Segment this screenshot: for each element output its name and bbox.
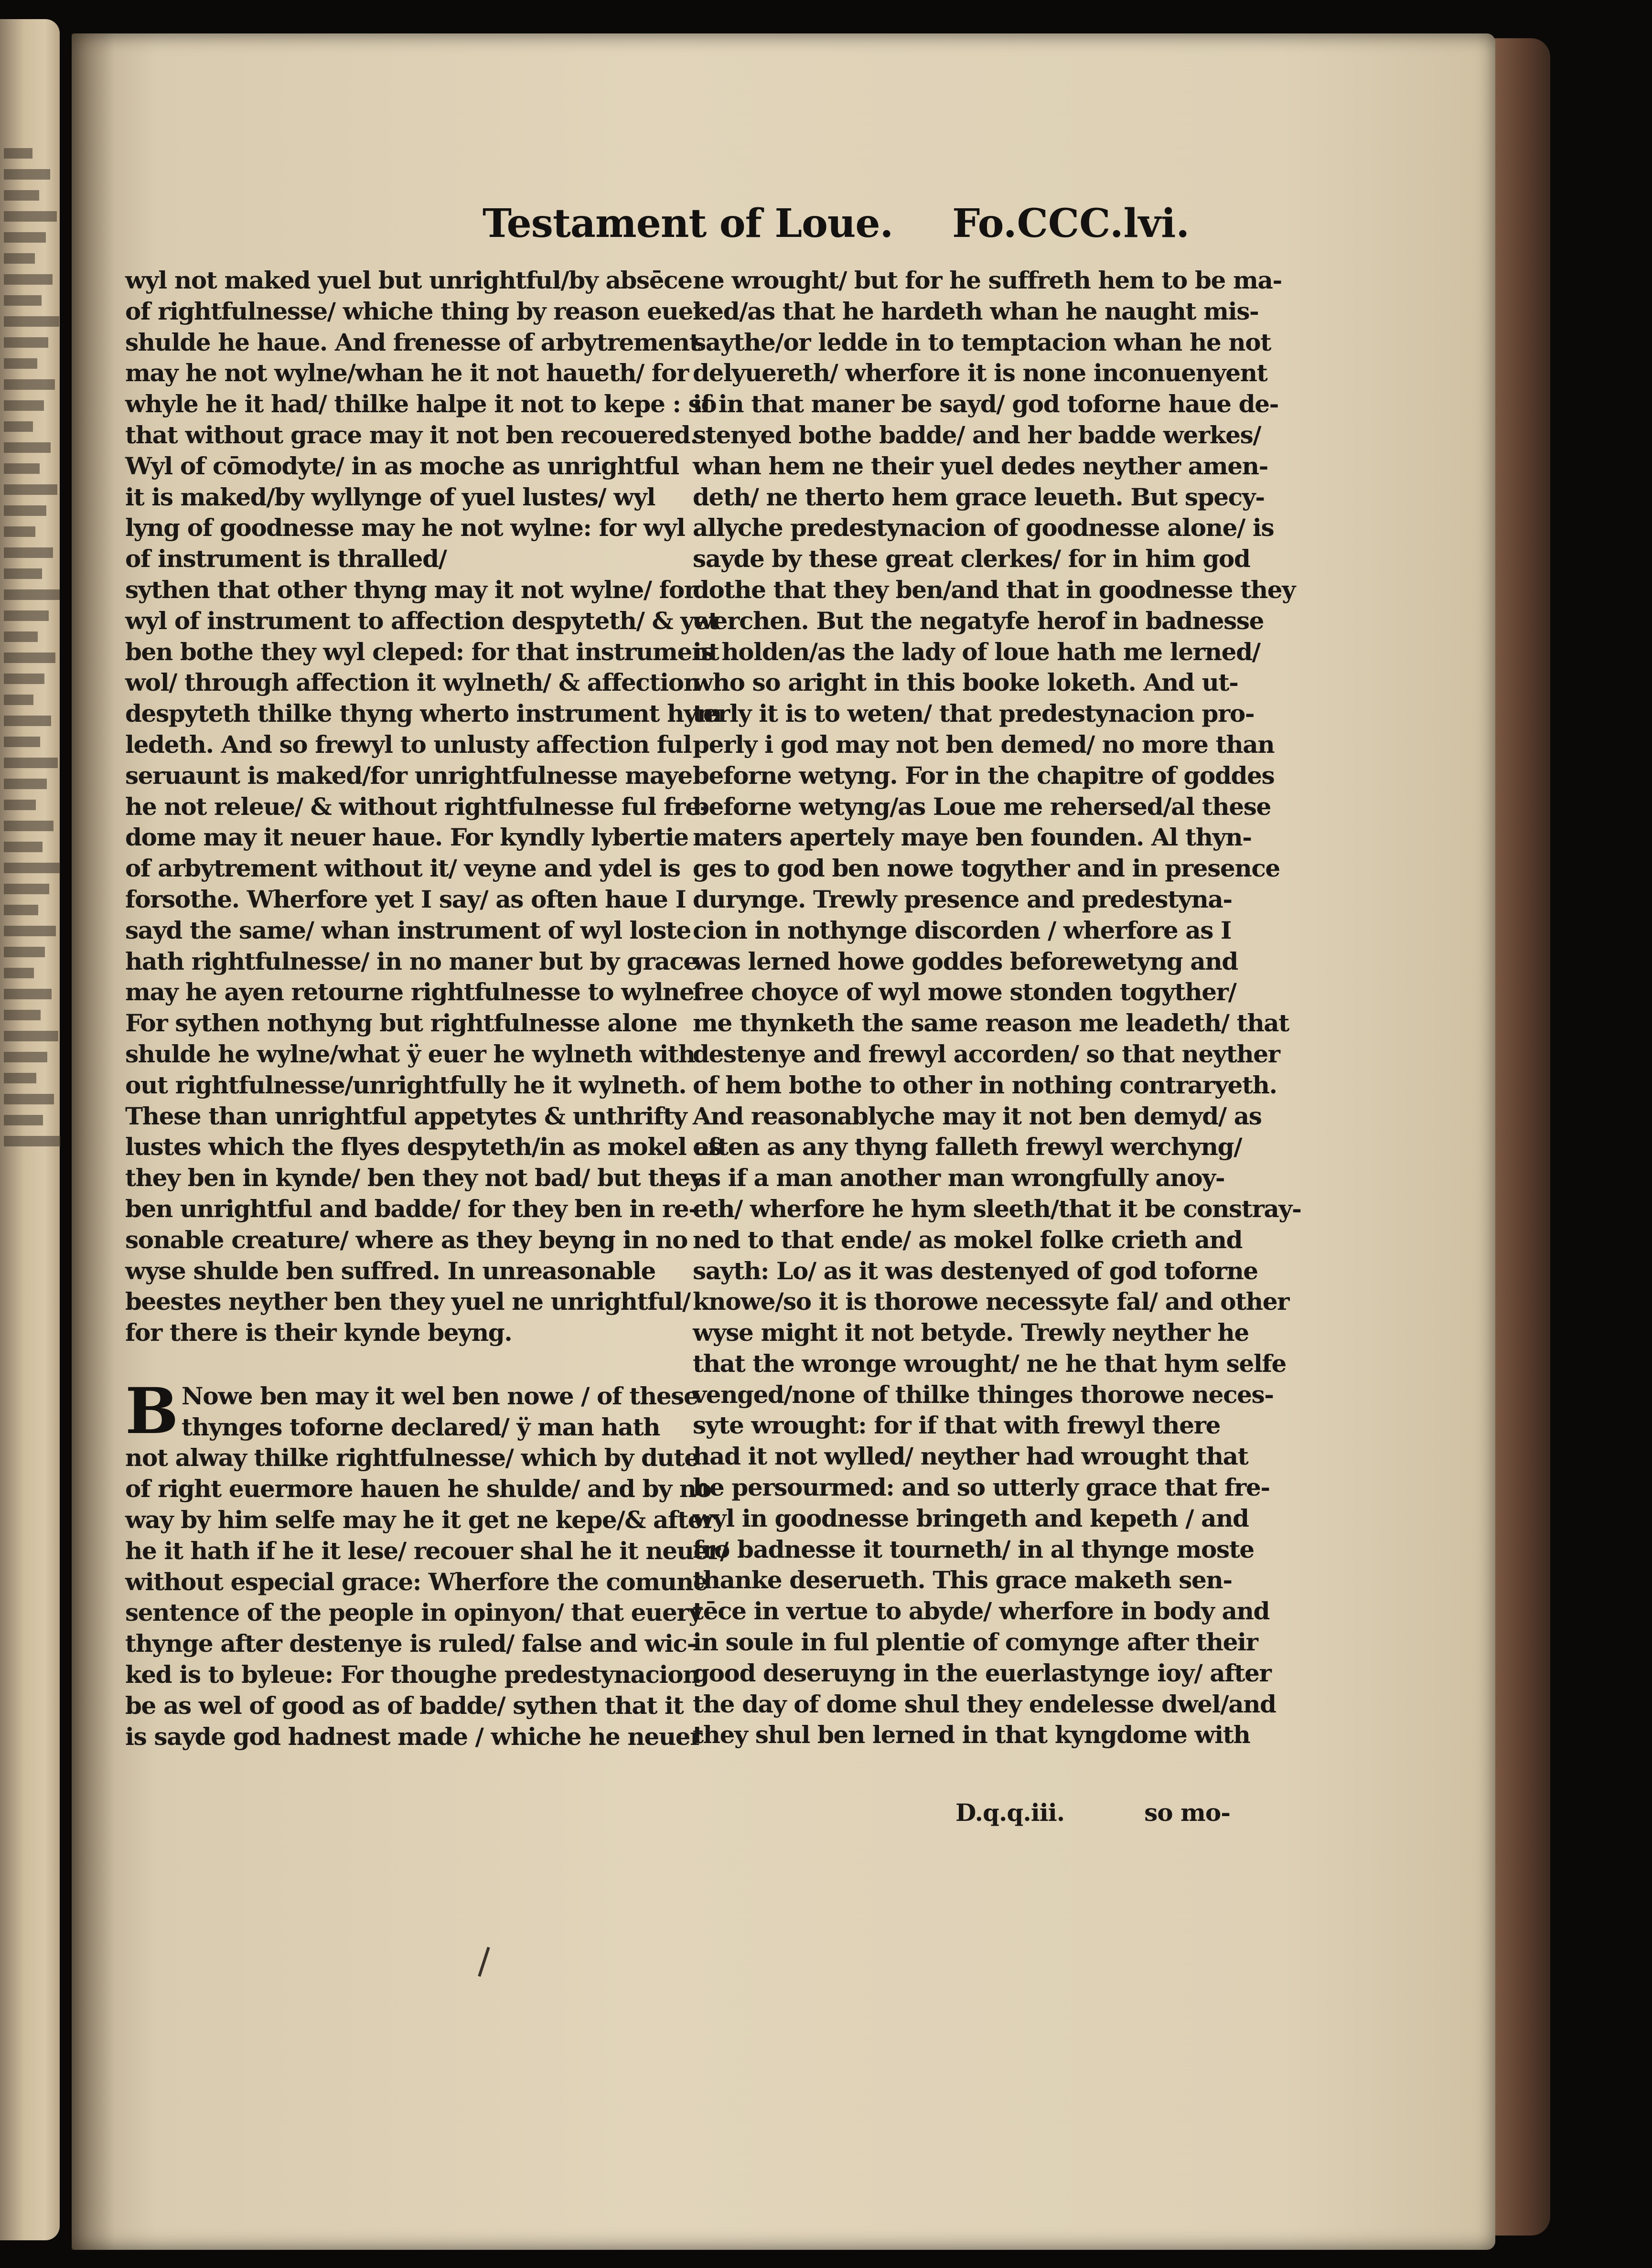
text-line: werchen. But the negatyfe herof in badnesse [693,606,1264,635]
text-line: that without grace may it not ben recouered. [125,420,698,449]
text-line: for there is their kynde beyng. [125,1318,512,1347]
text-line: as if a man another man wrongfully anoy- [693,1164,1225,1192]
text-line: stenyed bothe badde/ and her badde werkes/ [693,420,1261,449]
text-line: of rightfulnesse/ whiche thing by reason euer [125,297,705,325]
page-header [483,201,1190,267]
text-line: wyl of instrument to affection despyteth/ & yet [125,606,719,635]
text-line: destenye and frewyl accorden/ so that neyther [693,1039,1280,1068]
text-line: ne wrought/ but for he suffreth hem to be ma- [693,266,1282,294]
facing-text-line [4,653,55,663]
text-line: he not releue/ & without rightfulnesse ful fre- [125,792,709,821]
facing-text-line [4,505,46,516]
text-line: ned to that ende/ as mokel folke crieth and [693,1225,1243,1254]
text-line: forsothe. Wherfore yet I say/ as often haue I [125,885,686,913]
facing-text-line [4,211,57,222]
text-line: ked/as that he hardeth whan he naught mis- [693,297,1259,325]
text-line: lustes which the flyes despyteth/in as mokel as [125,1133,722,1161]
facing-text-line [4,1094,54,1104]
text-line: tēce in vertue to abyde/ wherfore in body and [693,1597,1270,1626]
facing-text-line [4,169,50,180]
text-line: ked is to byleue: For thoughe predestynacion [125,1660,700,1689]
text-line: wyl in goodnesse bringeth and kepeth / and [693,1504,1249,1532]
text-line: Nowe ben may it wel ben nowe / of these [182,1381,698,1410]
text-line: beforne wetyng/as Loue me rehersed/al these [693,792,1271,821]
facing-text-line [4,1052,47,1062]
facing-text-line [4,190,39,201]
text-line: of right euermore hauen he shulde/ and by no [125,1475,711,1503]
facing-text-line [4,526,35,537]
signature-mark: D.q.q.iii. [955,1798,1065,1827]
text-line: Wyl of cōmodyte/ in as moche as unrightful [125,451,679,480]
text-line: maters apertely maye ben founden. Al thyn- [693,823,1252,852]
text-line: syte wrought: for if that with frewyl there [693,1411,1221,1440]
text-line: beestes neyther ben they yuel ne unrightful/ [125,1287,690,1316]
text-line: me thynketh the same reason me leadeth/ that [693,1009,1289,1038]
facing-text-line [4,1031,58,1041]
text-line: may he ayen retourne rightfulnesse to wylne. [125,978,702,1006]
text-line: free choyce of wyl mowe stonden togyther/ [693,978,1236,1006]
left-column [125,265,728,1752]
text-line: he it hath if he it lese/ recouer shal he it neuer/ [125,1536,728,1565]
text-line: durynge. Trewly presence and predestyna- [693,885,1232,913]
facing-text-line [4,631,38,642]
text-line: beforne wetyng. For in the chapitre of goddes [693,761,1275,790]
text-line: sayde by these great clerkes/ for in him god [693,545,1250,573]
page-gutter-shadow [72,33,115,2250]
facing-text-line [4,463,40,474]
text-line: fro badnesse it tourneth/ in al thynge moste [693,1535,1254,1563]
facing-text-line [4,316,59,327]
facing-text-line [4,968,34,978]
text-line: For sythen nothyng but rightfulnesse alone [125,1009,677,1038]
facing-text-line [4,737,40,747]
facing-text-line [4,1136,61,1146]
facing-text-line [4,295,42,306]
facing-text-line [4,589,60,600]
text-line: of hem bothe to other in nothing contraryeth. [693,1070,1277,1099]
text-line: venged/none of thilke thinges thorowe neces- [693,1380,1274,1409]
text-line: of instrument is thralled/ [125,545,447,573]
text-line: had it not wylled/ neyther had wrought that [693,1442,1248,1471]
text-line: delyuereth/ wherfore it is none inconuenyent [693,359,1267,387]
text-line: saythe/or ledde in to temptacion whan he not [693,328,1271,356]
text-line: perly i god may not ben demed/ no more than [693,730,1275,759]
facing-text-line [4,758,58,768]
facing-text-line [4,989,52,999]
text-line: may he not wylne/whan he it not haueth/ for [125,359,688,387]
facing-text-line [4,947,45,957]
text-line: sonable creature/ where as they beyng in no [125,1225,687,1254]
text-line: sayth: Lo/ as it was destenyed of god toforne [693,1256,1258,1285]
left-paragraph-1 [125,265,722,1348]
facing-text-line [4,232,46,243]
text-line: is holden/as the lady of loue hath me lerned/ [693,637,1260,666]
facing-text-line [4,926,56,936]
facing-text-line [4,821,54,831]
text-line: he persourmed: and so utterly grace that fre- [693,1473,1270,1502]
text-line: despyteth thilke thyng wherto instrument hym [125,699,722,728]
text-line: sentence of the people in opinyon/ that euery [125,1598,702,1627]
text-line: These than unrightful appetytes & unthrifty [125,1102,687,1130]
facing-text-line [4,568,42,579]
text-line: good deseruyng in the euerlastynge ioy/ after [693,1658,1271,1687]
facing-text-line [4,274,53,285]
text-line: wyl not maked yuel but unrightful/by absēce [125,266,692,294]
text-line: in soule in ful plentie of comynge after their [693,1628,1258,1657]
text-line: sayd the same/ whan instrument of wyl loste [125,916,691,944]
text-line: they ben in kynde/ ben they not bad/ but they [125,1164,703,1192]
text-line: whan hem ne their yuel dedes neyther amen- [693,451,1268,480]
facing-text-line [4,842,43,852]
text-line: ges to god ben nowe togyther and in presence [693,854,1280,883]
text-line: they shul ben lerned in that kyngdome with [693,1721,1250,1749]
facing-text-line [4,884,49,894]
text-line: eth/ wherfore he hym sleeth/that it be constray- [693,1194,1301,1223]
text-line: the day of dome shul they endelesse dwel/and [693,1690,1276,1718]
text-line: often as any thyng falleth frewyl werchyng/ [693,1133,1242,1161]
text-line: terly it is to weten/ that predestynacion pro- [693,699,1255,728]
catchword: so mo- [1144,1798,1230,1827]
text-line: ben unrightful and badde/ for they ben in re- [125,1194,698,1223]
facing-text-line [4,779,47,789]
facing-text-line [4,442,51,453]
facing-text-line [4,1073,36,1083]
facing-text-line [4,358,37,369]
facing-text-line [4,674,44,684]
text-line: without especial grace: Wherfore the comune [125,1567,708,1596]
facing-text-line [4,421,33,432]
text-line: whyle he it had/ thilke halpe it not to kepe : so [125,390,717,418]
page-footer [955,1798,1230,1830]
left-paragraph-2 [125,1374,728,1753]
facing-text-line [4,610,49,621]
facing-text-line [4,905,38,915]
facing-text-line [4,695,33,705]
facing-text-line [4,253,35,264]
facing-text-line [4,148,32,159]
text-line: lyng of goodnesse may he not wylne: for wyl [125,514,685,542]
facing-text-line [4,1115,43,1125]
text-line: wol/ through affection it wylneth/ & affection [125,668,700,697]
text-line: way by him selfe may he it get ne kepe/& after [125,1506,715,1534]
folio-number: Fo.CCC.lvi. [952,201,1190,246]
text-line: dothe that they ben/and that in goodnesse they [693,575,1295,604]
facing-text-line [4,716,51,726]
text-line: And reasonablyche may it not ben demyd/ as [693,1102,1262,1130]
text-line: deth/ ne therto hem grace leueth. But specy- [693,482,1265,511]
decorated-initial: B [125,1374,178,1448]
text-line: who so aright in this booke loketh. And ut- [693,668,1238,697]
facing-page-text-lines [0,148,60,1157]
text-line: wyse shulde ben suffred. In unreasonable [125,1256,655,1285]
facing-text-line [4,379,55,390]
text-line: if in that maner be sayd/ god toforne haue de- [693,390,1278,418]
text-line: be as wel of good as of badde/ sythen that it [125,1691,684,1720]
text-line: not alway thilke rightfulnesse/ which by dute [125,1444,699,1472]
text-line: thynge after destenye is ruled/ false and wic- [125,1629,696,1658]
facing-text-line [4,863,60,873]
text-line: of arbytrement without it/ veyne and ydel is [125,854,680,883]
text-line: that the wronge wrought/ ne he that hym selfe [693,1349,1286,1378]
text-line: ben bothe they wyl cleped: for that instrument [125,637,719,666]
text-line: wyse might it not betyde. Trewly neyther he [693,1318,1249,1347]
right-column-text [693,265,1301,1751]
facing-text-line [4,337,48,348]
text-line: hath rightfulnesse/ in no maner but by grace [125,947,698,975]
facing-text-line [4,800,36,810]
text-line: allyche predestynacion of goodnesse alone/ is [693,514,1274,542]
facing-page-edge [0,19,60,2240]
right-column [693,265,1301,1751]
text-line: shulde he wylne/what ÿ euer he wylneth with [125,1039,695,1068]
text-line: seruaunt is maked/for unrightfulnesse maye [125,761,692,790]
facing-text-line [4,484,57,495]
facing-text-line [4,547,53,558]
text-line: knowe/so it is thorowe necessyte fal/ and other [693,1287,1289,1316]
text-line: thynges toforne declared/ ÿ man hath [182,1412,660,1441]
running-title: Testament of Loue. [483,201,893,246]
text-line: thanke deserueth. This grace maketh sen- [693,1566,1232,1594]
text-line: shulde he haue. And frenesse of arbytrement [125,328,700,356]
text-line: cion in nothynge discorden / wherfore as I [693,916,1231,944]
facing-text-line [4,1010,41,1020]
text-line: is sayde god hadnest made / whiche he neuer [125,1722,702,1751]
text-line: it is maked/by wyllynge of yuel lustes/ wyl [125,482,655,511]
text-line: sythen that other thyng may it not wylne/ for [125,575,696,604]
text-line: was lerned howe goddes beforewetyng and [693,947,1238,975]
text-line: out rightfulnesse/unrightfully he it wylneth. [125,1070,687,1099]
facing-text-line [4,400,44,411]
paragraph-break [125,1348,660,1381]
text-line: dome may it neuer haue. For kyndly lybertie [125,823,688,852]
text-line: ledeth. And so frewyl to unlusty affection ful [125,730,692,759]
